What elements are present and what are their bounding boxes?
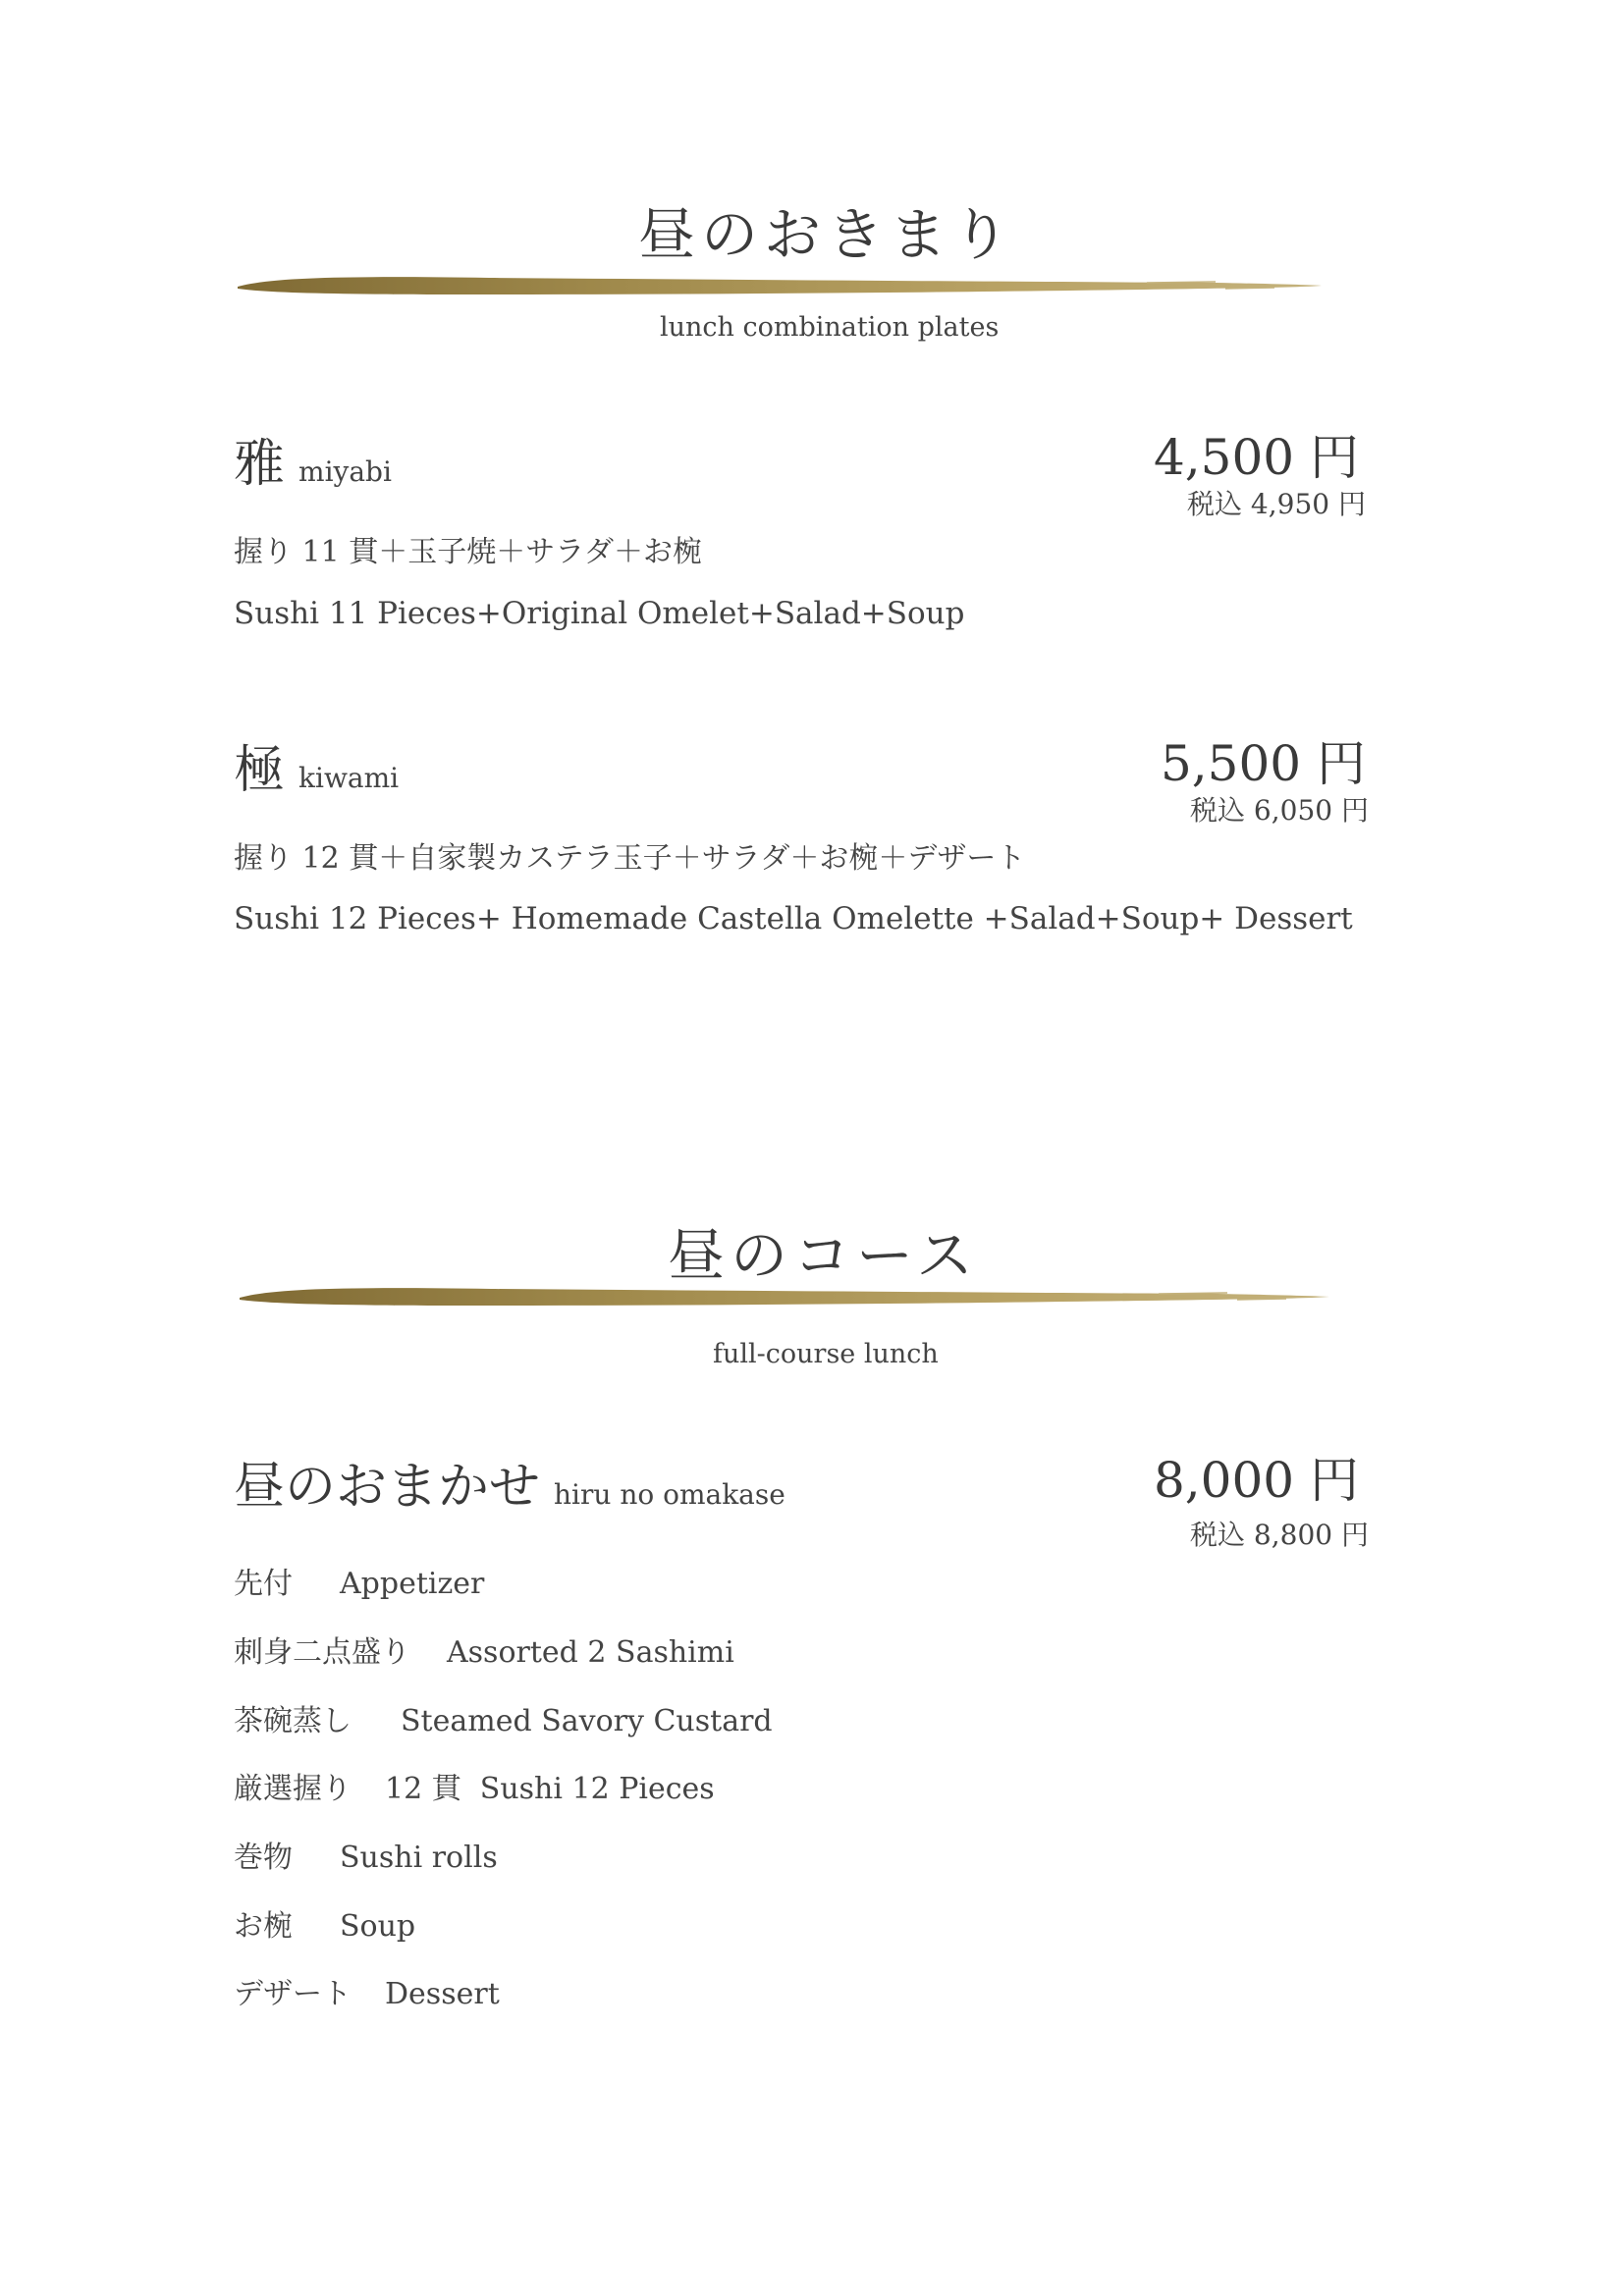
course-en: Steamed Savory Custard	[401, 1704, 773, 1738]
course-row-sashimi	[234, 1628, 734, 1671]
course-jp: お椀	[234, 1909, 293, 1944]
section-subtitle-lunch-set: lunch combination plates	[660, 312, 1000, 343]
item-description-en: Sushi 11 Pieces+Original Omelet+Salad+Soup	[234, 596, 965, 631]
item-name: 雅	[234, 435, 286, 494]
course-jp: 厳選握り	[234, 1772, 352, 1806]
item-tax-price: 税込 6,050 円	[1190, 794, 1369, 827]
item-price: 4,500 円	[1153, 429, 1359, 486]
item-description-jp: 握り 12 貫＋自家製カステラ玉子＋サラダ＋お椀＋デザート	[234, 841, 1026, 876]
course-row-chawanmushi	[234, 1696, 773, 1739]
item-price: 8,000 円	[1153, 1452, 1359, 1509]
item-name: 昼のおまかせ	[234, 1458, 541, 1517]
item-price: 5,500 円	[1160, 735, 1366, 792]
course-en: 12 貫 Sushi 12 Pieces	[385, 1772, 715, 1806]
menu-item-kiwami	[234, 728, 399, 802]
course-row-rolls	[234, 1833, 498, 1876]
menu-item-miyabi	[234, 422, 392, 496]
item-romaji: miyabi	[298, 455, 392, 488]
item-romaji: hiru no omakase	[554, 1478, 785, 1511]
course-en: Assorted 2 Sashimi	[447, 1635, 734, 1670]
course-jp: 巻物	[234, 1841, 293, 1875]
section-title-lunch-course: 昼のコース	[668, 1222, 980, 1289]
course-en: Sushi rolls	[340, 1841, 498, 1875]
course-row-appetizer	[234, 1559, 484, 1602]
item-tax-price: 税込 4,950 円	[1187, 488, 1366, 520]
section-title-lunch-set: 昼のおきまり	[638, 201, 1016, 268]
course-row-soup	[234, 1901, 415, 1945]
item-description-en: Sushi 12 Pieces+ Homemade Castella Omelette +Salad+Soup+ Dessert	[234, 901, 1353, 936]
course-row-dessert	[234, 1969, 500, 2012]
item-name: 極	[234, 741, 286, 800]
course-en: Soup	[340, 1909, 416, 1944]
course-jp: 茶碗蒸し	[234, 1704, 352, 1738]
course-en: Dessert	[385, 1977, 500, 2011]
gold-brush-divider	[234, 271, 1326, 300]
course-jp: 刺身二点盛り	[234, 1635, 410, 1670]
course-jp: デザート	[234, 1977, 352, 2011]
menu-item-hiru-no-omakase	[234, 1445, 785, 1519]
item-romaji: kiwami	[298, 762, 400, 794]
section-subtitle-lunch-course: full-course lunch	[713, 1339, 939, 1369]
item-description-jp: 握り 11 貫＋玉子焼＋サラダ＋お椀	[234, 535, 702, 569]
item-tax-price: 税込 8,800 円	[1190, 1519, 1369, 1551]
course-en: Appetizer	[340, 1567, 485, 1601]
course-row-nigiri	[234, 1764, 715, 1807]
course-jp: 先付	[234, 1567, 293, 1601]
gold-brush-divider	[236, 1282, 1335, 1311]
